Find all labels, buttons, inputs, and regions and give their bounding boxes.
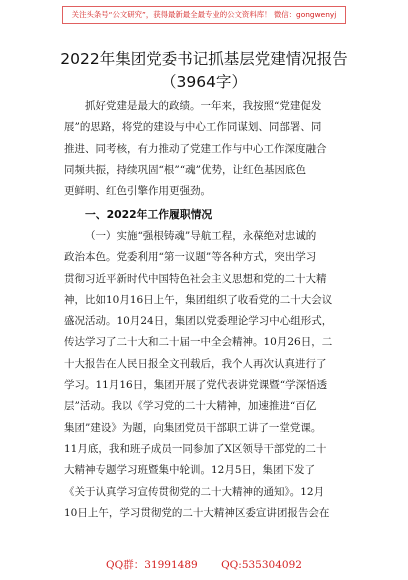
intro-paragraph — [64, 96, 346, 202]
paragraph-line: 《关于认真学习宣传贯彻党的二十大精神的通知》。12月 — [64, 485, 325, 498]
paragraph-line: 学习。11月16日，集团开展了党代表讲党课暨“学深悟透 — [64, 379, 328, 392]
paragraph-line: 同频共振，持续巩固“根”“魂”优势，让红色基因底色 — [64, 163, 306, 176]
qq-text: QQ:535304092 — [221, 559, 302, 571]
section-paragraph — [64, 226, 346, 524]
paragraph-line: 抓好党建是最大的政绩。一年来，我按照“党建促发 — [85, 100, 322, 112]
paragraph-line: 推进、同考核，有力推动了党建工作与中心工作深度融合 — [64, 142, 327, 155]
paragraph-line: 层”活动。我以《学习党的二十大精神，加速推进“百亿 — [64, 400, 317, 413]
paragraph-line: 神，比如10月16日上午，集团组织了收看党的二十大会议 — [64, 293, 333, 306]
qq-group-text: QQ群：31991489 — [106, 559, 198, 571]
document-title: 2022年集团党委书记抓基层党建情况报告 — [60, 50, 348, 68]
paragraph-line: （一）实施“强根铸魂”导航工程，永葆绝对忠诚的 — [85, 230, 317, 242]
section-heading: 一、2022年工作履职情况 — [85, 208, 213, 221]
paragraph-line: 贯彻习近平新时代中国特色社会主义思想和党的二十大精 — [64, 272, 327, 285]
paragraph-line: 十大报告在人民日报全文刊载后，我个人再次认真进行了 — [64, 357, 327, 370]
paragraph-line: 11月底，我和班子成员一同参加了X区领导干部党的二十 — [64, 442, 327, 455]
paragraph-line: 展”的思路，将党的建设与中心工作同谋划、同部署、同 — [64, 121, 322, 134]
promo-banner: 关注头条号“公文研究”，获得最新最全最专业的公文资料库！ 微信：gongwenyj — [62, 6, 346, 24]
paragraph-line: 传达学习了二十大和二十届一中全会精神。10月26日，二 — [64, 336, 333, 349]
paragraph-line: 政治本色。党委利用“第一议题”等各种方式，突出学习 — [64, 251, 317, 264]
paragraph-line: 盛况活动。10月24日，集团以党委理论学习中心组形式， — [64, 315, 333, 328]
footer-contact — [0, 558, 408, 572]
paragraph-line: 更鲜明、红色引擎作用更强劲。 — [64, 185, 211, 198]
paragraph-line: 10日上午，学习贯彻党的二十大精神区委宣讲团报告会在 — [64, 506, 330, 519]
word-count: （3964字） — [161, 73, 247, 91]
paragraph-line: 大精神专题学习班暨集中轮训。12月5日，集团下发了 — [64, 464, 316, 477]
paragraph-line: 集团”建设》为题，向集团党员干部职工讲了一堂党课。 — [64, 421, 322, 434]
